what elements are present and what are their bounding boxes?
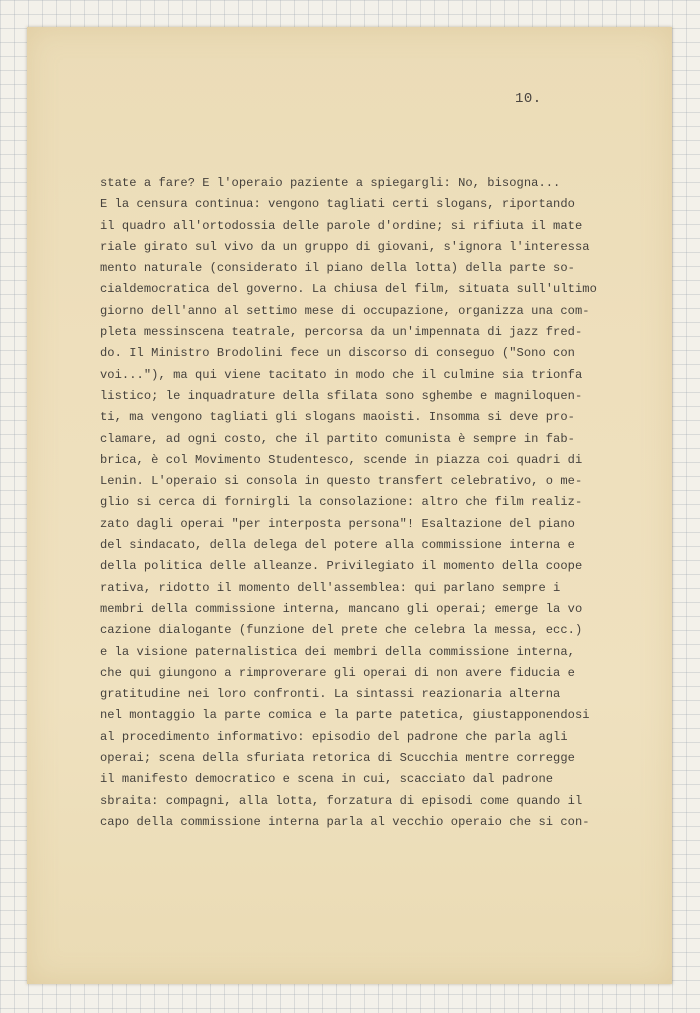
- text-line: il manifesto democratico e scena in cui, scacciato dal padrone: [100, 772, 554, 787]
- text-line: voi..."), ma qui viene tacitato in modo che il culmine sia trionfa: [100, 367, 583, 382]
- text-line: glio si cerca di fornirgli la consolazione: altro che film realiz-: [100, 495, 583, 510]
- text-line: nel montaggio la parte comica e la parte patetica, giustapponendosi: [100, 708, 590, 723]
- text-line: ti, ma vengono tagliati gli slogans maoisti. Insomma si deve pro-: [100, 410, 575, 425]
- text-line: clamare, ad ogni costo, che il partito comunista è sempre in fab-: [100, 431, 575, 446]
- text-line: della politica delle alleanze. Privilegiato il momento della coope: [100, 559, 583, 574]
- text-line: zato dagli operai "per interposta persona"! Esaltazione del piano: [100, 516, 575, 531]
- text-line: membri della commissione interna, mancano gli operai; emerge la vo: [100, 601, 583, 616]
- text-line: cialdemocratica del governo. La chiusa del film, situata sull'ultimo: [100, 282, 597, 297]
- text-line: state a fare? E l'operaio paziente a spiegargli: No, bisogna...: [100, 176, 561, 190]
- text-line: che qui giungono a rimproverare gli operai di non avere fiducia e: [100, 665, 575, 680]
- text-line: cazione dialogante (funzione del prete che celebra la messa, ecc.): [100, 623, 583, 638]
- text-line: listico; le inquadrature della sfilata sono sghembe e magniloquen-: [100, 388, 583, 403]
- text-line: pleta messinscena teatrale, percorsa da un'impennata di jazz fred-: [100, 325, 583, 340]
- text-line: del sindacato, della delega del potere alla commissione interna e: [100, 538, 575, 553]
- text-line: gratitudine nei loro confronti. La sintassi reazionaria alterna: [100, 687, 561, 702]
- text-line: riale girato sul vivo da un gruppo di giovani, s'ignora l'interessa: [100, 239, 590, 254]
- text-line: rativa, ridotto il momento dell'assemblea: qui parlano sempre i: [100, 580, 561, 595]
- text-line: do. Il Ministro Brodolini fece un discorso di conseguo ("Sono con: [100, 346, 575, 361]
- text-line: operai; scena della sfuriata retorica di Scucchia mentre corregge: [100, 751, 575, 766]
- body-text: [100, 173, 640, 833]
- text-line: capo della commissione interna parla al vecchio operaio che si con-: [100, 814, 590, 829]
- text-line: E la censura continua: vengono tagliati certi slogans, riportando: [100, 197, 575, 212]
- text-line: mento naturale (considerato il piano della lotta) della parte so-: [100, 261, 575, 276]
- text-line: sbraita: compagni, alla lotta, forzatura di episodi come quando il: [100, 793, 583, 808]
- text-line: brica, è col Movimento Studentesco, scende in piazza coi quadri di: [100, 452, 583, 467]
- page-number: 10.: [515, 91, 542, 107]
- text-line: Lenin. L'operaio si consola in questo transfert celebrativo, o me-: [100, 474, 583, 489]
- text-line: giorno dell'anno al settimo mese di occupazione, organizza una com-: [100, 303, 590, 318]
- text-line: il quadro all'ortodossia delle parole d'ordine; si rifiuta il mate: [100, 218, 583, 233]
- text-line: e la visione paternalistica dei membri della commissione interna,: [100, 644, 575, 659]
- text-line: al procedimento informativo: episodio del padrone che parla agli: [100, 729, 568, 744]
- typewritten-page: [27, 27, 672, 984]
